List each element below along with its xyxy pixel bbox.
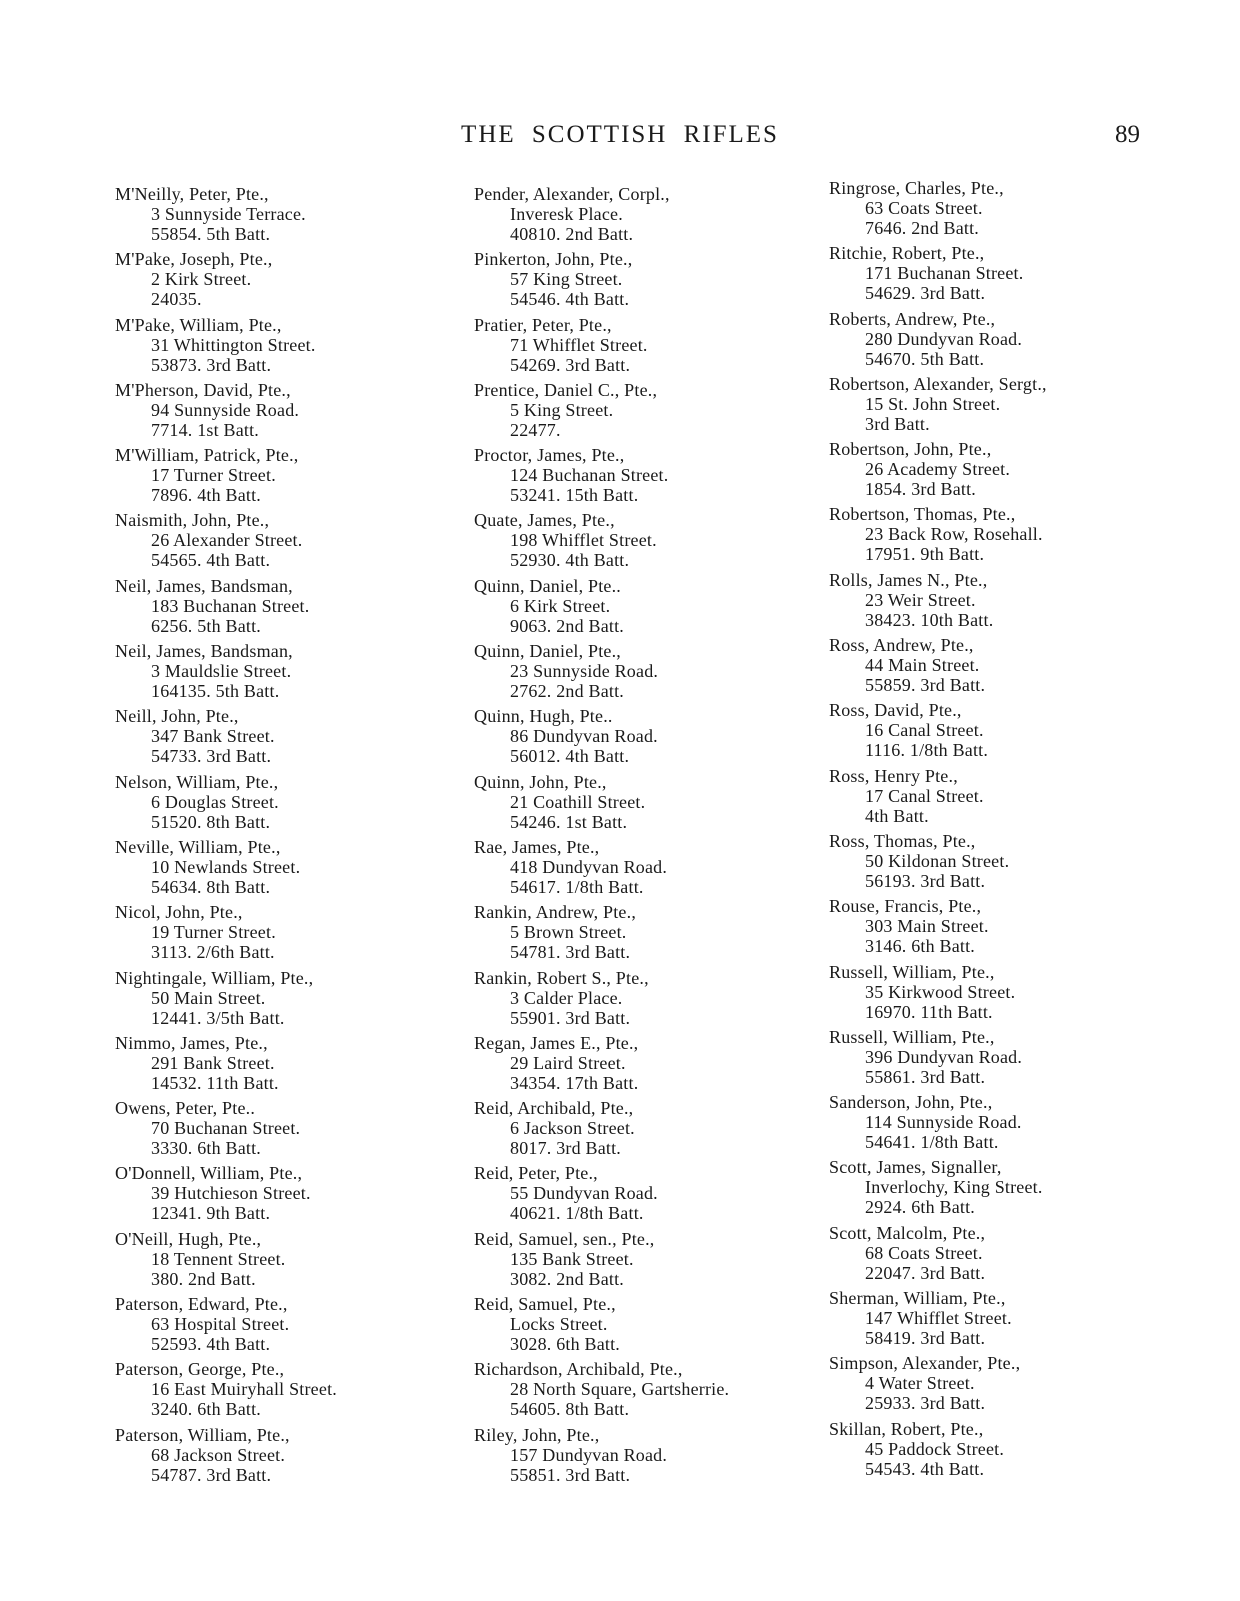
soldier-address: 198 Whifflet Street.	[510, 530, 657, 551]
soldier-name: M'Pherson, David, Pte.,	[115, 379, 291, 400]
service-number: 24035.	[151, 289, 202, 310]
roster-entry	[474, 1229, 814, 1294]
soldier-address: 28 North Square, Gartsherrie.	[510, 1379, 730, 1400]
roster-entry	[115, 249, 445, 314]
roster-entry	[115, 315, 445, 380]
soldier-address: 303 Main Street.	[865, 916, 989, 937]
roster-entry	[829, 831, 1119, 896]
soldier-address: Locks Street.	[510, 1314, 608, 1335]
roster-entry	[115, 1033, 445, 1098]
service-number: 54787. 3rd Batt.	[151, 1464, 272, 1485]
service-number: 25933. 3rd Batt.	[865, 1393, 986, 1414]
soldier-name: O'Donnell, William, Pte.,	[115, 1163, 303, 1184]
service-number: 34354. 17th Batt.	[510, 1072, 639, 1093]
roster-entry	[474, 510, 814, 575]
soldier-address: 70 Buchanan Street.	[151, 1118, 301, 1139]
soldier-name: M'Neilly, Peter, Pte.,	[115, 184, 269, 204]
service-number: 58419. 3rd Batt.	[865, 1328, 986, 1349]
soldier-address: 68 Coats Street.	[865, 1242, 983, 1263]
service-number: 54543. 4th Batt.	[865, 1458, 985, 1479]
service-number: 54733. 3rd Batt.	[151, 746, 272, 767]
service-number: 14532. 11th Batt.	[151, 1072, 279, 1093]
soldier-name: Nightingale, William, Pte.,	[115, 967, 314, 988]
soldier-name: M'Pake, Joseph, Pte.,	[115, 249, 273, 270]
roster-entry	[474, 315, 814, 380]
roster-entry	[115, 510, 445, 575]
service-number: 40621. 1/8th Batt.	[510, 1203, 644, 1224]
roster-entry	[829, 1288, 1119, 1353]
roster-entry	[829, 309, 1119, 374]
soldier-address: 15 St. John Street.	[865, 393, 1001, 414]
roster-entry	[115, 1163, 445, 1228]
roster-entry	[474, 576, 814, 641]
service-number: 53873. 3rd Batt.	[151, 354, 272, 375]
soldier-address: 3 Sunnyside Terrace.	[151, 204, 306, 224]
roster-entry	[115, 1425, 445, 1490]
service-number: 22047. 3rd Batt.	[865, 1262, 986, 1283]
roster-entry	[474, 380, 814, 445]
roster-entry	[115, 641, 445, 706]
soldier-name: Reid, Samuel, Pte.,	[474, 1294, 616, 1315]
soldier-address: 157 Dundyvan Road.	[510, 1444, 668, 1465]
soldier-address: 6 Kirk Street.	[510, 595, 611, 616]
roster-entry	[115, 380, 445, 445]
service-number: 56193. 3rd Batt.	[865, 870, 986, 891]
soldier-address: 114 Sunnyside Road.	[865, 1112, 1022, 1133]
soldier-name: Roberts, Andrew, Pte.,	[829, 308, 996, 329]
soldier-address: 4 Water Street.	[865, 1373, 975, 1394]
soldier-name: Proctor, James, Pte.,	[474, 445, 625, 466]
soldier-address: 19 Turner Street.	[151, 922, 276, 943]
soldier-name: Rankin, Robert S., Pte.,	[474, 967, 649, 988]
soldier-name: Reid, Samuel, sen., Pte.,	[474, 1228, 655, 1249]
service-number: 3146. 6th Batt.	[865, 936, 975, 957]
soldier-address: 147 Whifflet Street.	[865, 1308, 1012, 1329]
soldier-address: 17 Canal Street.	[865, 785, 984, 806]
roster-entry	[115, 837, 445, 902]
roster-entry	[115, 706, 445, 771]
soldier-address: 6 Douglas Street.	[151, 791, 279, 812]
soldier-address: 31 Whittington Street.	[151, 334, 316, 355]
roster-entry	[474, 641, 814, 706]
soldier-address: 16 Canal Street.	[865, 720, 984, 741]
soldier-address: 26 Academy Street.	[865, 459, 1011, 480]
service-number: 7714. 1st Batt.	[151, 419, 260, 440]
soldier-name: Prentice, Daniel C., Pte.,	[474, 379, 658, 400]
roster-entry	[474, 1359, 814, 1424]
service-number: 4th Batt.	[865, 805, 929, 826]
roster-entry	[474, 772, 814, 837]
soldier-name: Simpson, Alexander, Pte.,	[829, 1353, 1021, 1374]
service-number: 380. 2nd Batt.	[151, 1268, 256, 1289]
service-number: 54546. 4th Batt.	[510, 289, 630, 310]
soldier-address: 5 Brown Street.	[510, 922, 627, 943]
soldier-address: 63 Coats Street.	[865, 198, 983, 218]
soldier-name: Scott, Malcolm, Pte.,	[829, 1222, 986, 1243]
service-number: 7896. 4th Batt.	[151, 485, 261, 506]
soldier-name: Paterson, William, Pte.,	[115, 1424, 290, 1445]
soldier-name: Pender, Alexander, Corpl.,	[474, 184, 670, 204]
soldier-name: Rolls, James N., Pte.,	[829, 569, 988, 590]
service-number: 52930. 4th Batt.	[510, 550, 630, 571]
roster-entry	[474, 184, 814, 249]
soldier-address: 26 Alexander Street.	[151, 530, 303, 551]
soldier-name: Reid, Peter, Pte.,	[474, 1163, 598, 1184]
soldier-name: Rae, James, Pte.,	[474, 836, 600, 857]
service-number: 55859. 3rd Batt.	[865, 675, 986, 696]
soldier-address: 23 Weir Street.	[865, 589, 976, 610]
soldier-name: O'Neill, Hugh, Pte.,	[115, 1228, 262, 1249]
service-number: 3082. 2nd Batt.	[510, 1268, 624, 1289]
service-number: 9063. 2nd Batt.	[510, 615, 624, 636]
service-number: 54246. 1st Batt.	[510, 811, 628, 832]
soldier-name: Robertson, John, Pte.,	[829, 439, 992, 460]
service-number: 38423. 10th Batt.	[865, 609, 994, 630]
soldier-address: 6 Jackson Street.	[510, 1118, 635, 1139]
soldier-name: Riley, John, Pte.,	[474, 1424, 600, 1445]
soldier-name: Ringrose, Charles, Pte.,	[829, 178, 1004, 198]
soldier-address: Inverlochy, King Street.	[865, 1177, 1043, 1198]
soldier-name: Paterson, George, Pte.,	[115, 1359, 285, 1380]
service-number: 3113. 2/6th Batt.	[151, 942, 275, 963]
roster-entry	[115, 902, 445, 967]
soldier-address: 183 Buchanan Street.	[151, 595, 310, 616]
service-number: 55851. 3rd Batt.	[510, 1464, 631, 1485]
service-number: 54781. 3rd Batt.	[510, 942, 631, 963]
service-number: 55901. 3rd Batt.	[510, 1007, 631, 1028]
soldier-name: Pratier, Peter, Pte.,	[474, 314, 612, 335]
service-number: 55854. 5th Batt.	[151, 224, 271, 244]
service-number: 54617. 1/8th Batt.	[510, 876, 644, 897]
soldier-name: Quinn, Daniel, Pte.,	[474, 641, 621, 662]
soldier-address: 124 Buchanan Street.	[510, 465, 669, 486]
roster-entry	[829, 1092, 1119, 1157]
soldier-name: Regan, James E., Pte.,	[474, 1032, 639, 1053]
soldier-name: Sanderson, John, Pte.,	[829, 1092, 993, 1113]
roster-entry	[829, 439, 1119, 504]
roster-entry	[474, 249, 814, 314]
soldier-address: 35 Kirkwood Street.	[865, 981, 1016, 1002]
roster-entry	[474, 1033, 814, 1098]
soldier-address: 23 Back Row, Rosehall.	[865, 524, 1043, 545]
soldier-name: Neil, James, Bandsman,	[115, 575, 293, 596]
roster-entry	[829, 635, 1119, 700]
soldier-name: Russell, William, Pte.,	[829, 961, 995, 982]
soldier-address: 57 King Street.	[510, 269, 623, 290]
soldier-name: Rouse, Francis, Pte.,	[829, 896, 982, 917]
soldier-name: Robertson, Thomas, Pte.,	[829, 504, 1016, 525]
roster-entry	[115, 968, 445, 1033]
roster-entry	[829, 1223, 1119, 1288]
service-number: 12341. 9th Batt.	[151, 1203, 271, 1224]
soldier-address: 10 Newlands Street.	[151, 856, 301, 877]
soldier-address: 18 Tennent Street.	[151, 1248, 286, 1269]
service-number: 3330. 6th Batt.	[151, 1138, 261, 1159]
service-number: 12441. 3/5th Batt.	[151, 1007, 285, 1028]
soldier-name: Sherman, William, Pte.,	[829, 1288, 1006, 1309]
soldier-address: 171 Buchanan Street.	[865, 263, 1024, 284]
soldier-address: 21 Coathill Street.	[510, 791, 646, 812]
roster-entry	[829, 1419, 1119, 1484]
soldier-name: Russell, William, Pte.,	[829, 1026, 995, 1047]
service-number: 54629. 3rd Batt.	[865, 283, 986, 304]
soldier-address: Inveresk Place.	[510, 204, 623, 224]
soldier-address: 86 Dundyvan Road.	[510, 726, 658, 747]
roster-entry	[829, 1353, 1119, 1418]
soldier-name: Paterson, Edward, Pte.,	[115, 1294, 288, 1315]
roster-entry	[829, 1157, 1119, 1222]
roster-entry	[115, 1229, 445, 1294]
roster-entry	[115, 184, 445, 249]
roster-entry	[115, 1294, 445, 1359]
roster-entry	[115, 772, 445, 837]
roster-entry	[829, 374, 1119, 439]
soldier-name: Quinn, Hugh, Pte..	[474, 706, 613, 727]
soldier-name: Nimmo, James, Pte.,	[115, 1032, 268, 1053]
soldier-address: 23 Sunnyside Road.	[510, 661, 659, 682]
page-title: THE SCOTTISH RIFLES	[461, 121, 779, 148]
service-number: 1854. 3rd Batt.	[865, 479, 976, 500]
soldier-address: 3 Calder Place.	[510, 987, 623, 1008]
soldier-name: Quate, James, Pte.,	[474, 510, 615, 531]
roster-entry	[829, 766, 1119, 831]
soldier-address: 17 Turner Street.	[151, 465, 276, 486]
service-number: 54641. 1/8th Batt.	[865, 1132, 999, 1153]
roster-entry	[474, 1098, 814, 1163]
roster-entry	[829, 570, 1119, 635]
soldier-name: Neil, James, Bandsman,	[115, 641, 293, 662]
service-number: 54670. 5th Batt.	[865, 348, 985, 369]
soldier-address: 63 Hospital Street.	[151, 1314, 290, 1335]
soldier-address: 16 East Muiryhall Street.	[151, 1379, 337, 1400]
roster-entry	[829, 504, 1119, 569]
service-number: 55861. 3rd Batt.	[865, 1066, 986, 1087]
soldier-name: Ross, Thomas, Pte.,	[829, 830, 976, 851]
service-number: 54565. 4th Batt.	[151, 550, 271, 571]
roster-entry	[474, 1425, 814, 1490]
service-number: 2762. 2nd Batt.	[510, 681, 624, 702]
soldier-address: 5 King Street.	[510, 399, 614, 420]
service-number: 3240. 6th Batt.	[151, 1399, 261, 1420]
service-number: 6256. 5th Batt.	[151, 615, 261, 636]
roster-entry	[474, 1294, 814, 1359]
soldier-name: Robertson, Alexander, Sergt.,	[829, 373, 1047, 394]
soldier-name: Ross, Andrew, Pte.,	[829, 635, 974, 656]
roster-entry	[474, 706, 814, 771]
soldier-name: Ross, David, Pte.,	[829, 700, 962, 721]
service-number: 54605. 8th Batt.	[510, 1399, 630, 1420]
soldier-name: Neill, John, Pte.,	[115, 706, 239, 727]
roster-entry	[474, 1163, 814, 1228]
service-number: 1116. 1/8th Batt.	[865, 740, 989, 761]
roster-entry	[115, 576, 445, 641]
soldier-address: 291 Bank Street.	[151, 1052, 275, 1073]
roster-entry	[474, 445, 814, 510]
soldier-address: 347 Bank Street.	[151, 726, 275, 747]
service-number: 22477.	[510, 419, 561, 440]
soldier-address: 135 Bank Street.	[510, 1248, 634, 1269]
soldier-name: Nicol, John, Pte.,	[115, 902, 243, 923]
soldier-address: 29 Laird Street.	[510, 1052, 626, 1073]
service-number: 3028. 6th Batt.	[510, 1334, 620, 1355]
roster-entry	[829, 896, 1119, 961]
soldier-address: 2 Kirk Street.	[151, 269, 252, 290]
column-3	[829, 178, 1119, 1484]
soldier-name: Nelson, William, Pte.,	[115, 771, 279, 792]
service-number: 53241. 15th Batt.	[510, 485, 639, 506]
service-number: 54634. 8th Batt.	[151, 876, 271, 897]
roster-entry	[829, 1027, 1119, 1092]
soldier-address: 45 Paddock Street.	[865, 1438, 1005, 1459]
soldier-name: Quinn, Daniel, Pte..	[474, 575, 621, 596]
roster-entry	[115, 1359, 445, 1424]
soldier-name: Neville, William, Pte.,	[115, 836, 281, 857]
soldier-name: Scott, James, Signaller,	[829, 1157, 1002, 1178]
soldier-address: 55 Dundyvan Road.	[510, 1183, 658, 1204]
soldier-name: Reid, Archibald, Pte.,	[474, 1098, 634, 1119]
soldier-name: M'Pake, William, Pte.,	[115, 314, 282, 335]
soldier-name: Richardson, Archibald, Pte.,	[474, 1359, 683, 1380]
roster-entry	[115, 1098, 445, 1163]
soldier-address: 3 Mauldslie Street.	[151, 661, 292, 682]
service-number: 7646. 2nd Batt.	[865, 218, 979, 238]
roster-entry	[829, 700, 1119, 765]
roster-entry	[474, 902, 814, 967]
roster-entry	[829, 178, 1119, 243]
roster-entry	[829, 243, 1119, 308]
soldier-name: Pinkerton, John, Pte.,	[474, 249, 633, 270]
service-number: 52593. 4th Batt.	[151, 1334, 271, 1355]
soldier-name: Owens, Peter, Pte..	[115, 1098, 256, 1119]
soldier-name: M'William, Patrick, Pte.,	[115, 445, 299, 466]
soldier-name: Ritchie, Robert, Pte.,	[829, 243, 985, 264]
service-number: 40810. 2nd Batt.	[510, 224, 634, 244]
soldier-name: Skillan, Robert, Pte.,	[829, 1418, 984, 1439]
soldier-address: 94 Sunnyside Road.	[151, 399, 300, 420]
soldier-address: 44 Main Street.	[865, 655, 980, 676]
soldier-name: Naismith, John, Pte.,	[115, 510, 270, 531]
service-number: 56012. 4th Batt.	[510, 746, 630, 767]
column-1	[115, 184, 445, 1490]
soldier-name: Rankin, Andrew, Pte.,	[474, 902, 637, 923]
service-number: 16970. 11th Batt.	[865, 1001, 993, 1022]
service-number: 51520. 8th Batt.	[151, 811, 271, 832]
soldier-address: 280 Dundyvan Road.	[865, 328, 1023, 349]
roster-entry	[474, 837, 814, 902]
service-number: 164135. 5th Batt.	[151, 681, 280, 702]
soldier-address: 68 Jackson Street.	[151, 1444, 286, 1465]
soldier-name: Ross, Henry Pte.,	[829, 765, 958, 786]
service-number: 8017. 3rd Batt.	[510, 1138, 621, 1159]
column-2	[474, 184, 814, 1490]
soldier-address: 39 Hutchieson Street.	[151, 1183, 311, 1204]
roster-entry	[474, 968, 814, 1033]
roster-entry	[115, 445, 445, 510]
page-number: 89	[1115, 121, 1140, 148]
soldier-address: 418 Dundyvan Road.	[510, 856, 668, 877]
soldier-name: Quinn, John, Pte.,	[474, 771, 607, 792]
service-number: 17951. 9th Batt.	[865, 544, 985, 565]
service-number: 2924. 6th Batt.	[865, 1197, 975, 1218]
soldier-address: 396 Dundyvan Road.	[865, 1046, 1023, 1067]
service-number: 3rd Batt.	[865, 413, 930, 434]
soldier-address: 71 Whifflet Street.	[510, 334, 648, 355]
roster-entry	[829, 962, 1119, 1027]
soldier-address: 50 Main Street.	[151, 987, 266, 1008]
soldier-address: 50 Kildonan Street.	[865, 850, 1010, 871]
service-number: 54269. 3rd Batt.	[510, 354, 631, 375]
